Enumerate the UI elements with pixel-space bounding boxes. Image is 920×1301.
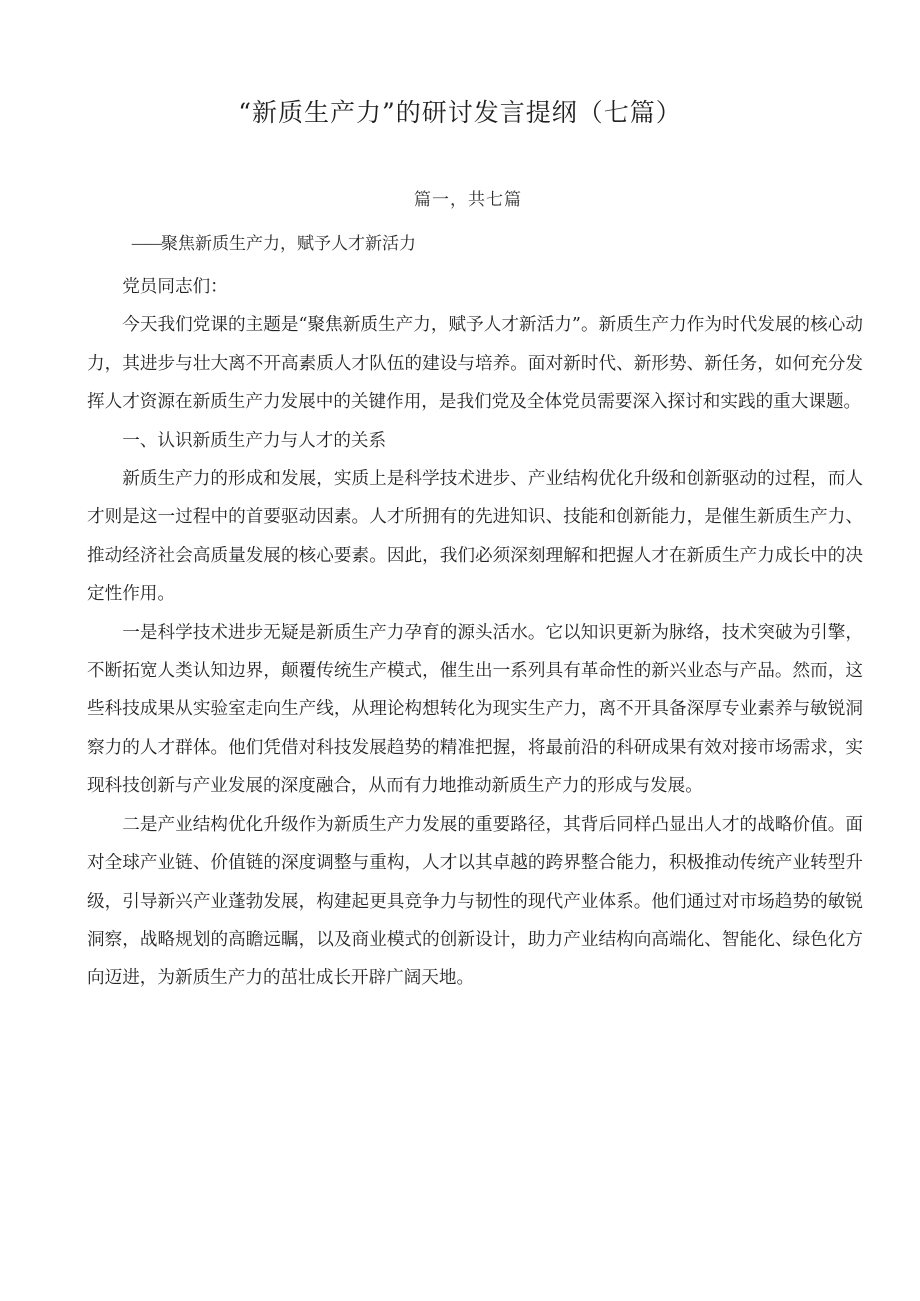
paragraph-intro: 今天我们党课的主题是“聚焦新质生产力，赋予人才新活力”。新质生产力作为时代发展的核心动力，其进步与壮大离不开高素质人才队伍的建设与培养。面对新时代、新形势、新任务，如何充分发挥人才资源在新质生产力发展中的关键作用，是我们党及全体党员需要深入探讨和实践的重大课题。: [87, 315, 863, 413]
subtitle-dash: ——: [131, 234, 161, 254]
document-title: “新质生产力”的研讨发言提纲（七篇）: [238, 98, 682, 127]
subtitle: [131, 230, 416, 258]
section-heading-1: 一、认识新质生产力与人才的关系: [122, 430, 387, 451]
salutation: 党员同志们：: [122, 277, 228, 297]
paragraph: 二是产业结构优化升级作为新质生产力发展的重要路径，其背后同样凸显出人才的战略价值。面对全球产业链、价值链的深度调整与重构，人才以其卓越的跨界整合能力，积极推动传统产业转型升级，引导新兴产业蓬勃发展，构建起更具竞争力与韧性的现代产业体系。他们通过对市场趋势的敏锐洞察，战略规划的高瞻远瞩，以及商业模式的创新设计，助力产业结构向高端化、智能化、绿色化方向迈进，为新质生产力的茁壮成长开辟广阔天地。: [87, 814, 863, 989]
body-text: [87, 268, 863, 998]
chapter-heading: 篇一，共七篇: [414, 190, 522, 210]
subtitle-text: 聚焦新质生产力，赋予人才新活力: [161, 234, 416, 254]
paragraph: 一是科学技术进步无疑是新质生产力孕育的源头活水。它以知识更新为脉络，技术突破为引擎，不断拓宽人类认知边界，颠覆传统生产模式，催生出一系列具有革命性的新兴业态与产品。然而，这些科技成果从实验室走向生产线，从理论构想转化为现实生产力，离不开具备深厚专业素养与敏锐洞察力的人才群体。他们凭借对科技发展趋势的精准把握，将最前沿的科研成果有效对接市场需求，实现科技创新与产业发展的深度融合，从而有力地推动新质生产力的形成与发展。: [87, 622, 863, 797]
paragraph: 新质生产力的形成和发展，实质上是科学技术进步、产业结构优化升级和创新驱动的过程，而人才则是这一过程中的首要驱动因素。人才所拥有的先进知识、技能和创新能力，是催生新质生产力、推动经济社会高质量发展的核心要素。因此，我们必须深刻理解和把握人才在新质生产力成长中的决定性作用。: [87, 469, 863, 605]
